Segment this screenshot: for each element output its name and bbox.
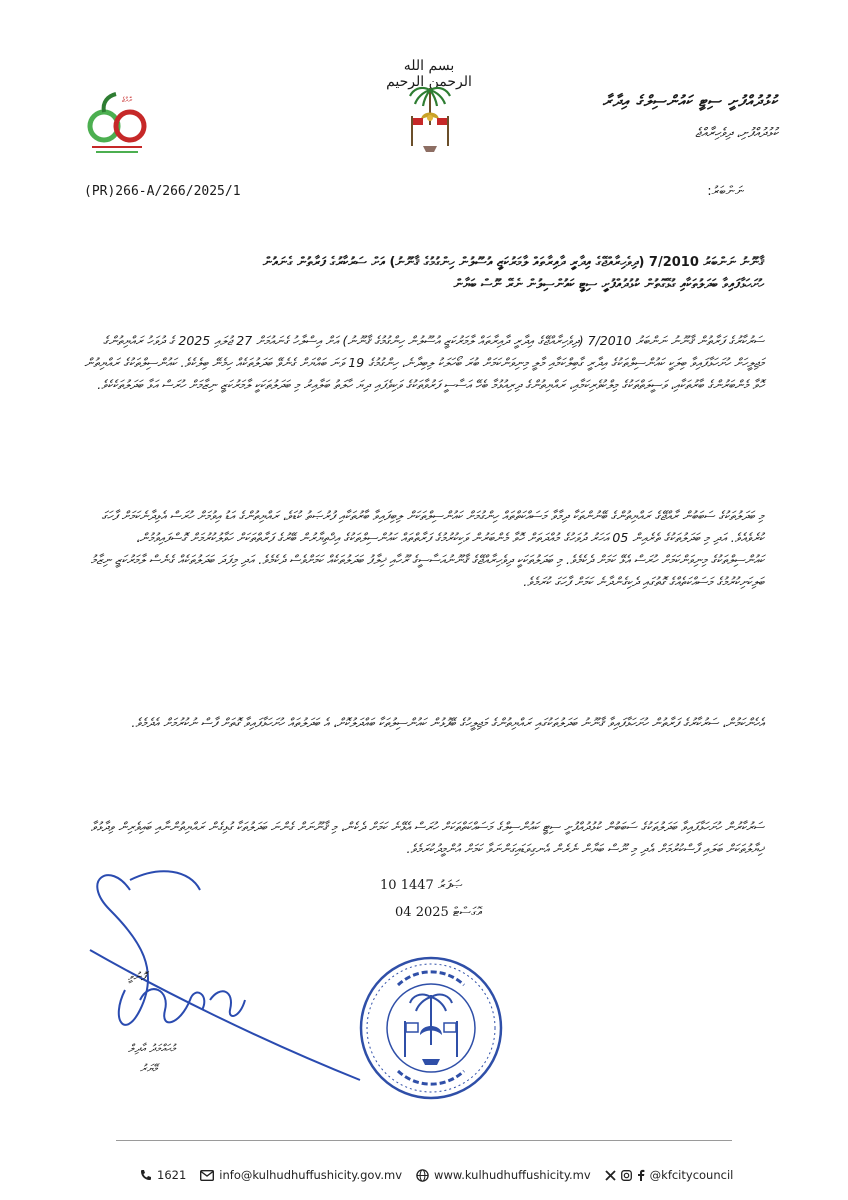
phone-number: 1621 bbox=[157, 1168, 187, 1182]
reference-number: (PR)266-A/266/2025/1 bbox=[84, 184, 241, 199]
council-name: ކުޅުދުއްފުށީ ސިޓީ ކައުންސިލްގެ އިދާރާ bbox=[602, 92, 778, 110]
60-anniversary-logo-icon bbox=[82, 88, 152, 158]
footer-divider bbox=[116, 1140, 732, 1141]
council-seal-icon bbox=[358, 955, 504, 1101]
website-url: www.kulhudhuffushicity.mv bbox=[434, 1168, 591, 1182]
gregorian-date: 04 އޮގަސްޓް 2025 bbox=[395, 905, 482, 920]
signatory-title: ފޮނުވީ bbox=[128, 970, 146, 983]
title-line-2: ހުށަހަޅާފައިވާ ބަދަލުތަކާއި ގުޅޭގޮތުން ކުޅުދުއްފުށީ ސިޓީ ކައުންސިލުން ނެރޭ ނޫސް ބަޔާން bbox=[453, 277, 764, 292]
paragraph-1: ސަރުކާރުގެ ފަރާތުން ޤާނޫނު ނަންބަރު 7/2010 (ދިވެހިރާއްޖޭގެ އިދާރީ ދާއިރާތައް ލާމަރުކަޒީ އުސޫލުން ހިންގުމުގެ ޤާނޫނު) އަށް އިސްލާހު ގެނައުމަށް 27 ޖުލައި 2025 ގެ ދުވަހު ރައްޔިތުންގެ މަޖިލީހަށް ހުށަހަޅާފައިވާ ބިލަކީ ކައުންސިލްތަކުގެ އިދާރީ ގާބިލްކަމާއި މާލީ މިނިވަންކަމަށް ބުރަ ބޯހަލަކު ލިބިދާނެ، ހިންގުމުގެ 19 ވަނަ ބައްޔަށް ގެނެވޭ ބަދަލުތަކެއް ހިމެނޭ ބިލެކެވެ. ކައުންސިލްތަކުގެ ރައްޔިތުން ހޮވާ މެންބަރުންގެ ބާރުތަކާއި، ވަސީލަތްތަކުގެ މިލްކުވެރިކަމާއި، ރައްޔިތުންގެ ދިރިއުޅުމާ ބެހޭ އަސާސީ ފަރުވާތަކުގެ ވަކިވެފައި ދިޔަ ހާލަތު ބަލާއިރު މި ބަދަލުތަކަކީ ލާމަރުކަޒީ ނިޒާމަށް ހުރަސް އަޅާ ބަދަލުތަކެކެވެ. bbox=[84, 333, 764, 392]
instagram-icon bbox=[621, 1170, 632, 1181]
title-line-1: ޤާނޫނު ނަންބަރު 7/2010 (ދިވެހިރާއްޖޭގެ އިދާރީ ދާއިރާތައް ލާމަރުކަޒީ އުސޫލުން ހިންގުމުގެ ޤާނޫނު) އަށް ސަރުކާރުގެ ފަރާތުން ގެނައުން bbox=[262, 255, 764, 270]
maldives-emblem-icon bbox=[405, 80, 455, 155]
signatory-name: މުޙައްމަދު އާދިލް bbox=[128, 1042, 176, 1055]
signatory-role: މޭޔަރު bbox=[140, 1062, 158, 1075]
paragraph-2: މި ބަދަލުތަކުގެ ސަބަބުން ރާއްޖޭގެ ރައްޔިތުންގެ ބޭނުންތަކާ ދިމާވާ މަސައްކަތްތައް ހިންގުމަށް ކައުންސިލްތަކަށް ލިބިފައިވާ ބާރުތަކާއި ފުރުޞަތު ކުޑަވެ، ރައްޔިތުންގެ އަޑު އިވުމަށް ހުރަސް އެޅިދާނެކަމަށް ފާހަގަ ކުރެވެއެވެ. އަދި މި ބަދަލުތަކުގެ ތެރެއިން 05 އަހަރު ދުވަހުގެ މުއްދަތަށް ހޮވާ މެންބަރުން ވަކިކުރުމުގެ ފަރާތްތައް ކައުންސިލްތަކުގެ އިޚްތިޔާރުން ބޭރުގެ ފަރާތްތަކަށް ހަވާލުކުރުމަށް ގޮސްފައިވުމުން، ކައުންސިލްތަކުގެ މިނިވަންކަމަށް ހުރަސް އެޅޭ ކަމަށް ދެކެމެވެ. މި ބަދަލުތަކަކީ ދިވެހިރާއްޖޭގެ ޤާނޫނުއަސާސީގެ ރޫހާއި ޚިލާފު ބަދަލުތަކެއް ކަމަށްވެސް ދެކެމެވެ. އަދި މިފަދަ ބަދަލުތަކެއް ގެނެސް ލާމަރުކަޒީ ނިޒާމު ބަލިކަށިކުރުމުގެ މަސައްކަތެއްގެ ގޮތުގައި ދެކިގެންދާނެ ކަމަށް ފާހަގަ ކުރަމެވެ. bbox=[90, 508, 764, 589]
bismillah: بسم الله الرحمن الرحيم bbox=[386, 58, 472, 90]
social-handle: @kfcitycouncil bbox=[649, 1168, 734, 1182]
council-location: ކުޅުދުއްފުށި، ދިވެހިރާއްޖެ bbox=[695, 126, 778, 141]
facebook-icon bbox=[637, 1169, 645, 1181]
phone-icon bbox=[140, 1169, 152, 1181]
svg-text:ރާއްޖެ: ރާއްޖެ bbox=[122, 96, 133, 104]
email-icon bbox=[200, 1170, 214, 1181]
footer-website[interactable] bbox=[416, 1168, 591, 1182]
paragraph-3: އެހެންކަމުން، ސަރުކާރުގެ ފަރާތުން ހުށަހަޅާފައިވާ ޤާނޫނު ބަދަލުތަކުގައި ރައްޔިތުންގެ މަޖިލީހުގެ ބޭފުޅުން ކައުންސިލުތަކާ ބައްދަލުކޮށް، އެ ބަދަލުތައް ހުށަހަޅާފައިވާ ގޮތަށް ފާސް ނުކުރުމަށް އެދެމެވެ. bbox=[131, 715, 764, 730]
email-address: info@kulhudhuffushicity.gov.mv bbox=[219, 1168, 403, 1182]
x-icon bbox=[605, 1170, 616, 1181]
globe-icon bbox=[416, 1169, 429, 1182]
reference-label: ނަންބަރު: bbox=[707, 184, 744, 199]
hijri-date: 10 ޞަފަރު 1447 bbox=[380, 878, 463, 893]
footer-email[interactable] bbox=[200, 1168, 402, 1182]
footer-contacts bbox=[140, 1165, 740, 1185]
handwritten-signature-icon bbox=[70, 850, 370, 1090]
paragraph-4: ސަރުކާރުން ހުށަހަޅާފައިވާ ބަދަލުތަކުގެ ސަބަބުން ކުޅުދުއްފުށީ ސިޓީ ކައުންސިލްގެ މަސައްކަތްތަކަށް ހުރަސް އެޅޭނެ ކަމަށް ދެކެން، މި ޤާނޫނަށް ގެންނަ ބަދަލުތަކާ ގުޅިގެން ރައްޔިތުންނާއި ބައިވެރިން ވިދާޅުވާ ޚިޔާލުތަކަށް ބަލައި ފާސްކުރުމަށް އެދި މި ނޫސް ބަޔާން ނެރެން އެނގިވަޑައިގަންނަވާ ކަމަށް އުންމީދުކުރަމެވެ. bbox=[90, 819, 764, 856]
footer-social[interactable] bbox=[605, 1168, 734, 1182]
footer-phone[interactable] bbox=[140, 1168, 186, 1182]
document-title bbox=[84, 252, 764, 296]
